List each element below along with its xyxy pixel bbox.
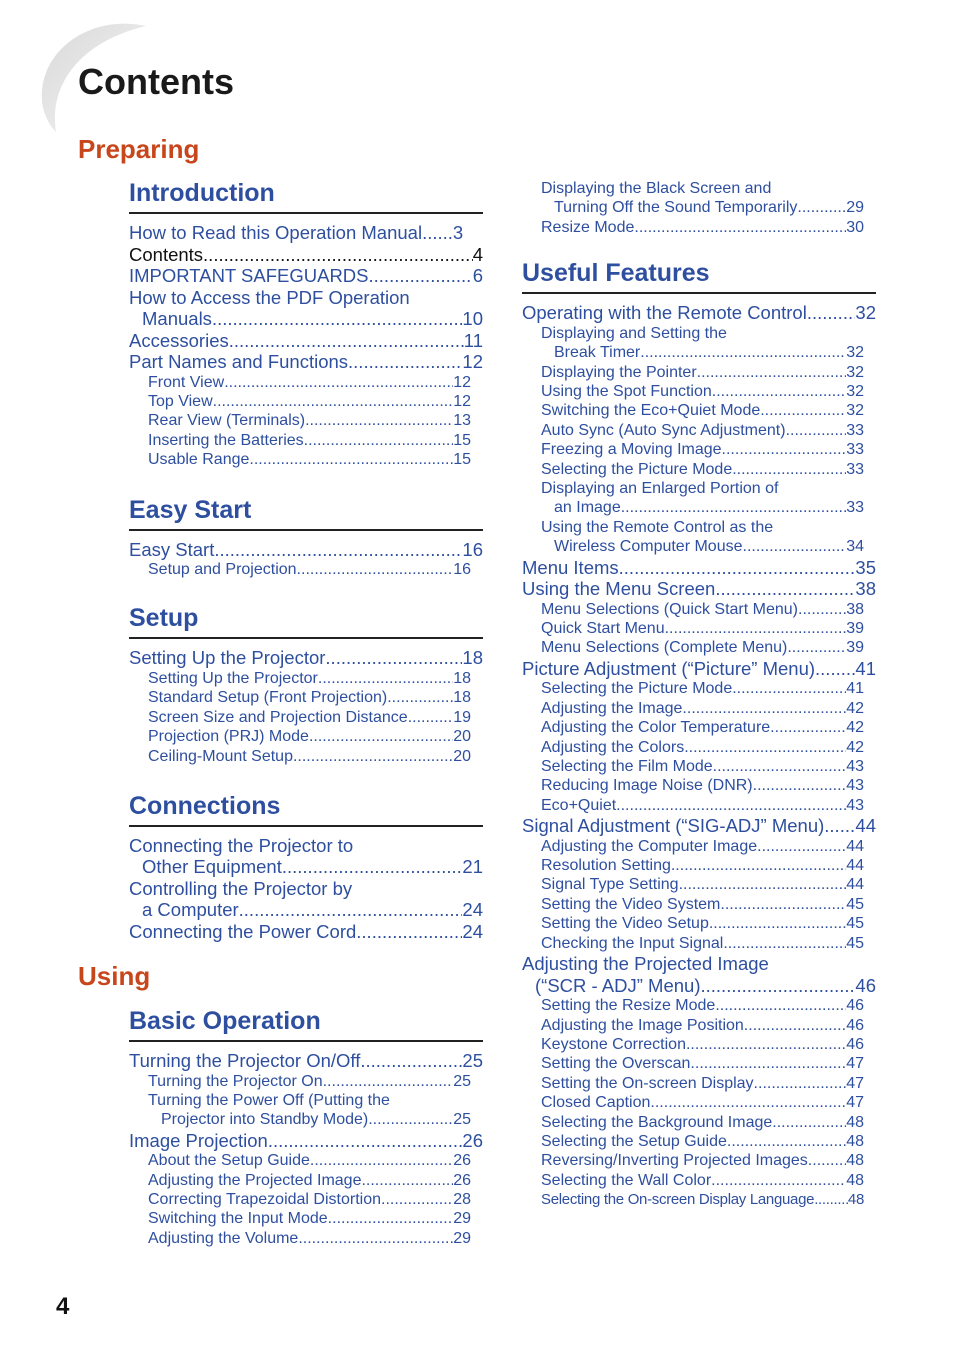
part-title-preparing: Preparing — [78, 134, 200, 164]
toc-entry[interactable]: Other Equipment ..... 21 — [129, 856, 483, 878]
section-useful-features — [522, 258, 876, 1209]
toc-entry[interactable]: Image Projection ..... 26 — [129, 1130, 483, 1152]
toc-entry-line1[interactable]: Controlling the Projector by — [129, 877, 353, 899]
toc-subentry[interactable]: Break Timer ..... 32 — [522, 343, 876, 362]
section-basic-operation — [129, 1006, 483, 1248]
toc-subentry[interactable]: Turning the Projector On ..... 25 — [129, 1072, 483, 1091]
toc-subentry[interactable]: Selecting the Film Mode ..... 43 — [522, 757, 876, 776]
toc-subentry[interactable]: Setting Up the Projector ..... 18 — [129, 669, 483, 688]
toc-subentry[interactable]: Adjusting the Computer Image ..... 44 — [522, 837, 876, 856]
toc-subentry[interactable]: Adjusting the Image Position ..... 46 — [522, 1016, 876, 1035]
toc-subentry[interactable]: Rear View (Terminals) ..... 13 — [129, 411, 483, 430]
toc-subentry[interactable]: Setting the Overscan ..... 47 — [522, 1054, 876, 1073]
section-heading: Connections — [129, 791, 483, 827]
toc-subentry[interactable]: Inserting the Batteries ..... 15 — [129, 431, 483, 450]
toc-subentry[interactable]: Adjusting the Projected Image ..... 26 — [129, 1171, 483, 1190]
toc-subentry[interactable]: Adjusting the Color Temperature ..... 42 — [522, 718, 876, 737]
toc-subentry[interactable]: Front View ..... 12 — [129, 373, 483, 392]
toc-subentry[interactable]: Resize Mode ..... 30 — [522, 218, 876, 237]
toc-entry[interactable]: Setting Up the Projector ..... 18 — [129, 647, 483, 669]
toc-subentry[interactable]: Resolution Setting ..... 44 — [522, 856, 876, 875]
toc-entry[interactable]: Contents ..... 4 — [129, 244, 483, 266]
left-column — [129, 178, 483, 942]
toc-subentry[interactable]: Using the Spot Function ..... 32 — [522, 382, 876, 401]
toc-subentry[interactable]: Correcting Trapezoidal Distortion ..... 28 — [129, 1190, 483, 1209]
toc-subentry[interactable]: Setting the Video System ..... 45 — [522, 895, 876, 914]
toc-subentry[interactable]: Switching the Input Mode ..... 29 — [129, 1209, 483, 1228]
toc-entry[interactable]: How to Read this Operation Manual ...... 3 — [129, 222, 464, 243]
toc-subentry[interactable]: Selecting the Setup Guide ..... 48 — [522, 1132, 876, 1151]
toc-subentry[interactable]: Reducing Image Noise (DNR) ..... 43 — [522, 776, 876, 795]
section-easy-start — [129, 495, 483, 580]
section-heading: Useful Features — [522, 258, 876, 294]
toc-subentry[interactable]: Top View ..... 12 — [129, 392, 483, 411]
toc-entry-line1[interactable]: How to Access the PDF Operation — [129, 286, 410, 308]
toc-subentry[interactable]: Setup and Projection ..... 16 — [129, 560, 483, 579]
toc-entry[interactable]: Signal Adjustment (“SIG-ADJ” Menu) ..... 44 — [522, 815, 876, 837]
toc-entry[interactable]: Accessories ..... 11 — [129, 330, 483, 352]
toc-subentry[interactable]: Keystone Correction ..... 46 — [522, 1035, 876, 1054]
toc-subentry[interactable]: Turning Off the Sound Temporarily ..... 29 — [522, 198, 876, 217]
part-title-using: Using — [78, 961, 151, 991]
section-introduction — [129, 178, 483, 470]
toc-subentry[interactable]: Adjusting the Image ..... 42 — [522, 699, 876, 718]
toc-subentry[interactable]: Projection (PRJ) Mode ..... 20 — [129, 727, 483, 746]
right-column — [522, 179, 876, 1210]
toc-subentry[interactable]: Selecting the Picture Mode ..... 41 — [522, 679, 876, 698]
toc-subentry[interactable]: Quick Start Menu ..... 39 — [522, 619, 876, 638]
toc-entry[interactable]: Operating with the Remote Control ..... 32 — [522, 302, 876, 324]
toc-subentry[interactable]: Selecting the Background Image ..... 48 — [522, 1113, 876, 1132]
section-setup — [129, 603, 483, 766]
toc-subentry[interactable]: Menu Selections (Complete Menu) ..... 39 — [522, 638, 876, 657]
toc-subentry[interactable]: Closed Caption ..... 47 — [522, 1093, 876, 1112]
section-heading: Introduction — [129, 178, 483, 214]
toc-subentry[interactable]: Projector into Standby Mode) ..... 25 — [129, 1110, 483, 1129]
toc-subentry-line1[interactable]: Using the Remote Control as the — [541, 518, 774, 536]
toc-subentry-line1[interactable]: Displaying and Setting the — [541, 324, 727, 342]
toc-subentry-line1[interactable]: Turning the Power Off (Putting the — [148, 1091, 390, 1109]
toc-subentry[interactable]: Wireless Computer Mouse ..... 34 — [522, 537, 876, 556]
toc-subentry[interactable]: Adjusting the Volume ..... 29 — [129, 1229, 483, 1248]
toc-subentry[interactable]: Selecting the On-screen Display Language ..... 48 — [522, 1190, 876, 1209]
toc-entry[interactable]: Part Names and Functions ..... 12 — [129, 351, 483, 373]
toc-subentry[interactable]: Selecting the Picture Mode ..... 33 — [522, 460, 876, 479]
toc-entry[interactable]: Connecting the Power Cord ..... 24 — [129, 921, 483, 943]
toc-subentry[interactable]: Selecting the Wall Color ..... 48 — [522, 1171, 876, 1190]
toc-subentry-line1[interactable]: Displaying the Black Screen and — [541, 180, 772, 197]
toc-subentry[interactable]: Freezing a Moving Image ..... 33 — [522, 440, 876, 459]
toc-entry[interactable]: Turning the Projector On/Off ..... 25 — [129, 1050, 483, 1072]
toc-subentry[interactable]: Adjusting the Colors ..... 42 — [522, 738, 876, 757]
toc-subentry[interactable]: Ceiling-Mount Setup ..... 20 — [129, 747, 483, 766]
toc-entry[interactable]: Manuals ..... 10 — [129, 308, 483, 330]
toc-subentry[interactable]: Signal Type Setting ..... 44 — [522, 875, 876, 894]
section-connections — [129, 791, 483, 943]
toc-subentry[interactable]: an Image ..... 33 — [522, 498, 876, 517]
toc-entry[interactable]: (“SCR - ADJ” Menu) ..... 46 — [522, 975, 876, 997]
section-heading: Easy Start — [129, 495, 483, 531]
toc-subentry[interactable]: Screen Size and Projection Distance ..... 19 — [129, 708, 483, 727]
toc-subentry[interactable]: Switching the Eco+Quiet Mode ..... 32 — [522, 401, 876, 420]
toc-subentry[interactable]: Eco+Quiet ..... 43 — [522, 796, 876, 815]
section-heading: Setup — [129, 603, 483, 639]
toc-subentry[interactable]: Standard Setup (Front Projection) ..... 18 — [129, 688, 483, 707]
toc-subentry[interactable]: Displaying the Pointer ..... 32 — [522, 363, 876, 382]
toc-entry-line1[interactable]: Adjusting the Projected Image — [522, 953, 769, 975]
toc-entry[interactable]: Menu Items ..... 35 — [522, 557, 876, 579]
toc-entry[interactable]: Using the Menu Screen ..... 38 — [522, 578, 876, 600]
toc-subentry[interactable]: Setting the On-screen Display ..... 47 — [522, 1074, 876, 1093]
toc-subentry[interactable]: Setting the Video Setup ..... 45 — [522, 914, 876, 933]
toc-entry[interactable]: IMPORTANT SAFEGUARDS ..... 6 — [129, 265, 483, 287]
toc-subentry[interactable]: Setting the Resize Mode ..... 46 — [522, 996, 876, 1015]
page-number: 4 — [56, 1293, 70, 1320]
toc-entry[interactable]: a Computer ..... 24 — [129, 899, 483, 921]
toc-subentry[interactable]: Menu Selections (Quick Start Menu) ..... 38 — [522, 600, 876, 619]
toc-entry-line1[interactable]: Connecting the Projector to — [129, 834, 354, 856]
toc-subentry[interactable]: About the Setup Guide ..... 26 — [129, 1151, 483, 1170]
toc-subentry[interactable]: Checking the Input Signal ..... 45 — [522, 934, 876, 953]
toc-entry[interactable]: Picture Adjustment (“Picture” Menu) ..... 41 — [522, 658, 876, 680]
section-heading: Basic Operation — [129, 1006, 483, 1042]
toc-subentry[interactable]: Usable Range ..... 15 — [129, 450, 483, 469]
toc-subentry[interactable]: Reversing/Inverting Projected Images ..... 48 — [522, 1151, 876, 1170]
page-title: Contents — [78, 61, 234, 102]
toc-subentry[interactable]: Auto Sync (Auto Sync Adjustment) ..... 33 — [522, 421, 876, 440]
toc-entry[interactable]: Easy Start ..... 16 — [129, 539, 483, 561]
toc-subentry-line1[interactable]: Displaying an Enlarged Portion of — [541, 479, 779, 497]
